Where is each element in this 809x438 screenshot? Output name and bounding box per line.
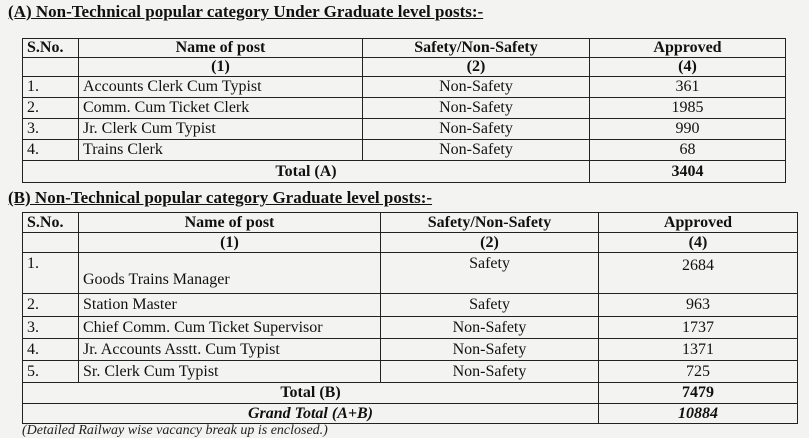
header-post-name: Name of post xyxy=(79,39,363,58)
cell-safety: Non-Safety xyxy=(363,77,590,98)
cell-sno: 2. xyxy=(23,98,79,119)
table-row xyxy=(23,98,786,119)
cell-safety: Non-Safety xyxy=(363,140,590,161)
cell-sno: 4. xyxy=(23,339,79,361)
table-row xyxy=(23,361,798,383)
cell-approved: 725 xyxy=(599,361,798,383)
cell-sno: 2. xyxy=(23,294,79,317)
cell-post: Jr. Clerk Cum Typist xyxy=(79,119,363,140)
cell-sno: 1. xyxy=(23,253,79,294)
cell-sno: 3. xyxy=(23,119,79,140)
cell-approved: 1985 xyxy=(590,98,786,119)
cell-sno: 3. xyxy=(23,317,79,339)
header-safety: Safety/Non-Safety xyxy=(381,213,599,233)
header-sno: S.No. xyxy=(23,39,79,58)
total-b-value: 7479 xyxy=(599,383,798,404)
cell-sno: 4. xyxy=(23,140,79,161)
cell-safety: Non-Safety xyxy=(381,317,599,339)
cell-post: Sr. Clerk Cum Typist xyxy=(79,361,381,383)
header-post-name: Name of post xyxy=(79,213,381,233)
subheader-1: (1) xyxy=(79,58,363,77)
table-row xyxy=(23,77,786,98)
cell-safety: Non-Safety xyxy=(363,119,590,140)
cell-approved: 2684 xyxy=(599,253,798,294)
section-a-heading: (A) Non-Technical popular category Under Graduate level posts:- xyxy=(8,2,484,21)
subheader-4: (4) xyxy=(590,58,786,77)
table-row xyxy=(23,317,798,339)
cell-safety: Non-Safety xyxy=(363,98,590,119)
header-approved: Approved xyxy=(599,213,798,233)
table-row xyxy=(23,140,786,161)
footer-note: (Detailed Railway wise vacancy break up is enclosed.) xyxy=(22,423,328,438)
table-row xyxy=(23,339,798,361)
cell-approved: 1371 xyxy=(599,339,798,361)
cell-safety: Non-Safety xyxy=(381,339,599,361)
cell-approved: 990 xyxy=(590,119,786,140)
subheader-2: (2) xyxy=(363,58,590,77)
cell-post: Comm. Cum Ticket Clerk xyxy=(79,98,363,119)
header-sno: S.No. xyxy=(23,213,79,233)
cell-approved: 1737 xyxy=(599,317,798,339)
cell-post: Station Master xyxy=(79,294,381,317)
table-row xyxy=(23,119,786,140)
section-b-heading: (B) Non-Technical popular category Graduate level posts:- xyxy=(8,188,433,207)
subheader-4: (4) xyxy=(599,233,798,253)
subheader-1: (1) xyxy=(79,233,381,253)
cell-post: Jr. Accounts Asstt. Cum Typist xyxy=(79,339,381,361)
cell-post: Chief Comm. Cum Ticket Supervisor xyxy=(79,317,381,339)
cell-approved: 68 xyxy=(590,140,786,161)
cell-post: Accounts Clerk Cum Typist xyxy=(79,77,363,98)
section-b-table xyxy=(22,212,798,424)
grand-total-label: Grand Total (A+B) xyxy=(23,404,599,424)
section-a-table xyxy=(22,38,786,183)
total-b-label: Total (B) xyxy=(23,383,599,404)
header-approved: Approved xyxy=(590,39,786,58)
cell-safety: Non-Safety xyxy=(381,361,599,383)
table-row xyxy=(23,294,798,317)
total-a-label: Total (A) xyxy=(23,161,590,183)
cell-safety: Safety xyxy=(381,294,599,317)
total-a-value: 3404 xyxy=(590,161,786,183)
cell-post: Goods Trains Manager xyxy=(79,253,381,294)
cell-post: Trains Clerk xyxy=(79,140,363,161)
cell-approved: 361 xyxy=(590,77,786,98)
table-row xyxy=(23,253,798,294)
cell-sno: 5. xyxy=(23,361,79,383)
cell-sno: 1. xyxy=(23,77,79,98)
cell-safety: Safety xyxy=(381,253,599,294)
grand-total-value: 10884 xyxy=(599,404,798,424)
header-safety: Safety/Non-Safety xyxy=(363,39,590,58)
subheader-2: (2) xyxy=(381,233,599,253)
cell-approved: 963 xyxy=(599,294,798,317)
